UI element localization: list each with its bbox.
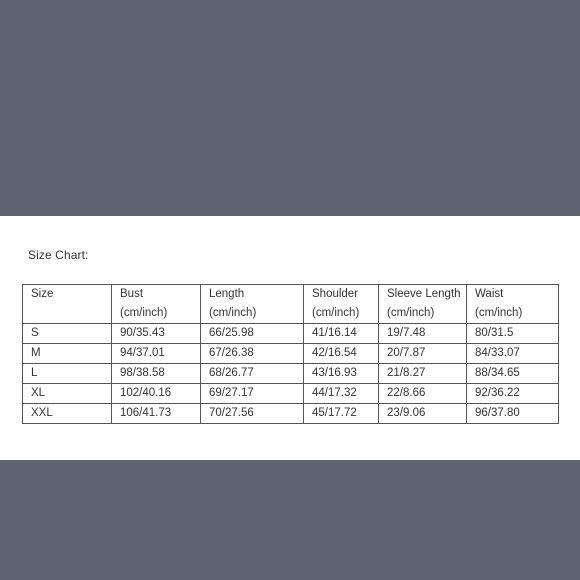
cell-sleeve-length: 19/7.48 [379,324,467,344]
bottom-background-band [0,460,580,580]
table-row [23,384,559,404]
table-row [23,344,559,364]
top-background-band [0,0,580,216]
header-label: Waist [475,288,504,300]
cell-sleeve-length: 21/8.27 [379,364,467,384]
cell-size: XXL [23,404,112,424]
table-row [23,364,559,384]
size-chart-table [22,284,559,424]
cell-waist: 96/37.80 [467,404,559,424]
header-label: Length [209,288,245,300]
cell-bust: 90/35.43 [112,324,201,344]
cell-shoulder: 45/17.72 [304,404,379,424]
header-sleeve-length [379,285,467,324]
cell-length: 69/27.17 [201,384,304,404]
cell-length: 66/25.98 [201,324,304,344]
cell-bust: 94/37.01 [112,344,201,364]
header-unit: (cm/inch) [209,307,257,319]
cell-length: 70/27.56 [201,404,304,424]
table-row [23,324,559,344]
header-label: Shoulder [312,288,359,300]
cell-sleeve-length: 22/8.66 [379,384,467,404]
cell-waist: 84/33.07 [467,344,559,364]
cell-shoulder: 44/17.32 [304,384,379,404]
header-unit: (cm/inch) [120,307,168,319]
header-label: Bust [120,288,144,300]
size-chart-panel [0,216,580,460]
cell-bust: 102/40.16 [112,384,201,404]
cell-bust: 106/41.73 [112,404,201,424]
cell-size: M [23,344,112,364]
header-unit: (cm/inch) [312,307,360,319]
cell-size: XL [23,384,112,404]
header-size [23,285,112,324]
header-shoulder [304,285,379,324]
cell-shoulder: 41/16.14 [304,324,379,344]
cell-bust: 98/38.58 [112,364,201,384]
cell-length: 67/26.38 [201,344,304,364]
cell-waist: 80/31.5 [467,324,559,344]
cell-length: 68/26.77 [201,364,304,384]
cell-waist: 88/34.65 [467,364,559,384]
cell-sleeve-length: 23/9.06 [379,404,467,424]
cell-waist: 92/36.22 [467,384,559,404]
cell-size: S [23,324,112,344]
size-chart-title: Size Chart: [28,248,89,262]
header-label: Sleeve Length [387,288,461,300]
table-header-row [23,285,559,324]
table-row [23,404,559,424]
header-length [201,285,304,324]
header-label: Size [31,288,54,300]
header-bust [112,285,201,324]
cell-size: L [23,364,112,384]
cell-shoulder: 42/16.54 [304,344,379,364]
header-waist [467,285,559,324]
header-unit: (cm/inch) [387,307,435,319]
cell-shoulder: 43/16.93 [304,364,379,384]
cell-sleeve-length: 20/7.87 [379,344,467,364]
header-unit: (cm/inch) [475,307,523,319]
